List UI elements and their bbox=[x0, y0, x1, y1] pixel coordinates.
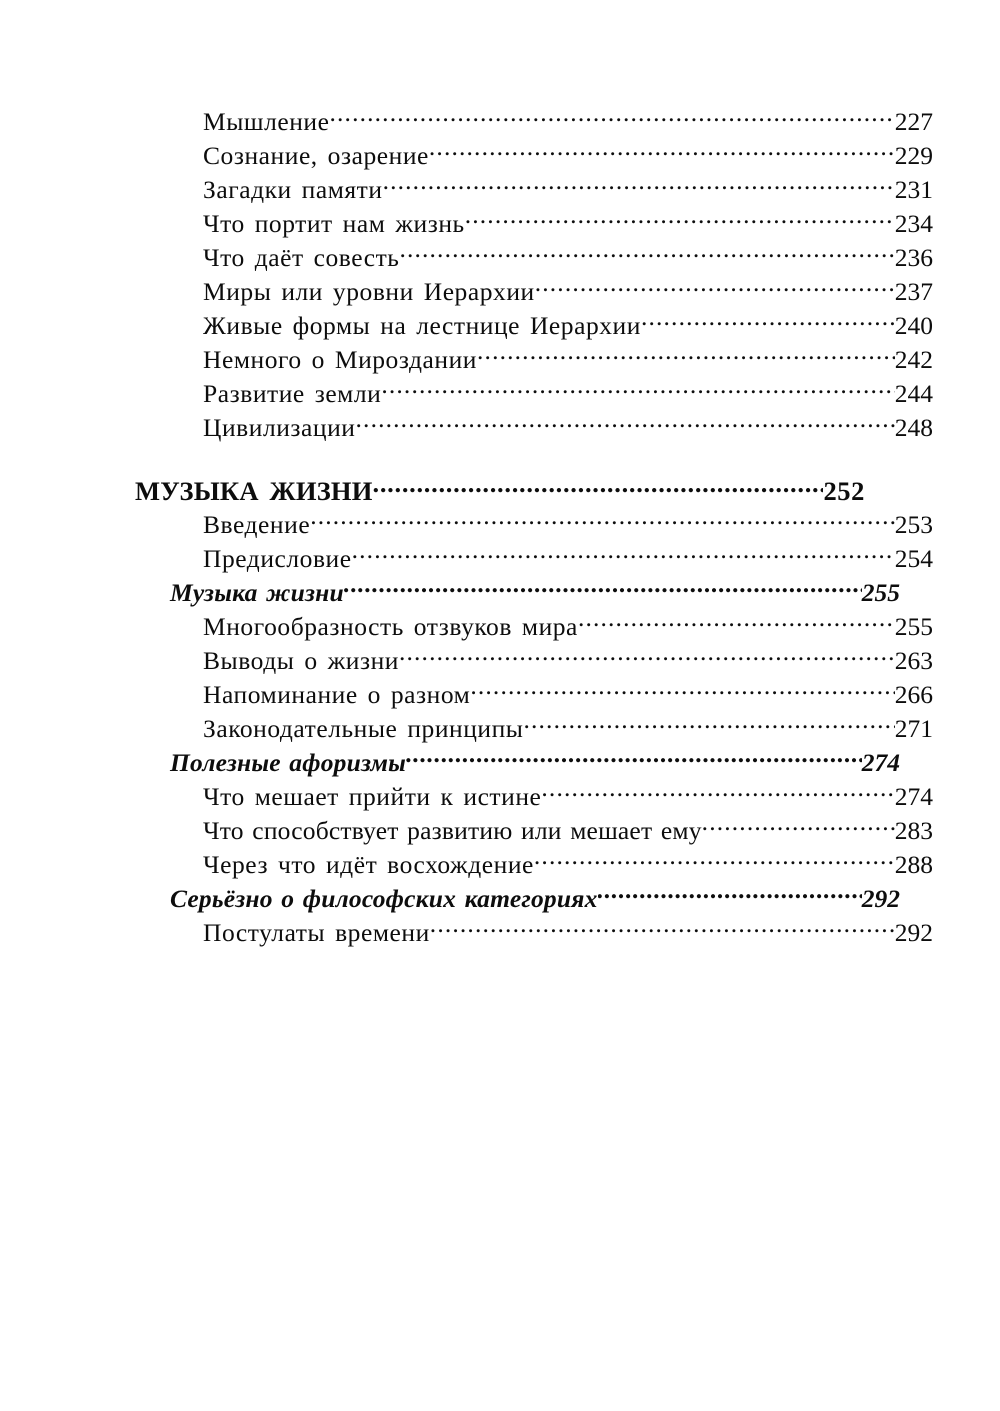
toc-dot-leader bbox=[641, 308, 895, 334]
toc-entry-title: Что портит нам жизнь bbox=[203, 208, 465, 238]
toc-dot-leader bbox=[330, 104, 895, 130]
toc-entry-page-number: 292 bbox=[894, 917, 933, 947]
toc-entry[interactable] bbox=[135, 711, 933, 745]
toc-entry-title: Мышление bbox=[203, 106, 330, 136]
toc-entry[interactable] bbox=[135, 813, 933, 847]
toc-entry-title: Через что идёт восхождение bbox=[203, 849, 534, 879]
toc-dot-leader bbox=[430, 915, 895, 941]
toc-entry-title: Что способствует развитию или мешает ему bbox=[203, 815, 702, 845]
toc-dot-leader bbox=[523, 711, 894, 737]
toc-entry-page-number: 252 bbox=[823, 475, 865, 506]
toc-entry[interactable] bbox=[135, 308, 933, 342]
toc-entry-page-number: 244 bbox=[894, 378, 933, 408]
toc-entry-title: Живые формы на лестнице Иерархии bbox=[203, 310, 641, 340]
toc-entry[interactable] bbox=[135, 643, 933, 677]
toc-dot-leader bbox=[373, 473, 824, 500]
toc-dot-leader bbox=[541, 779, 894, 805]
toc-dot-leader bbox=[356, 410, 895, 436]
toc-entry-title: Цивилизации bbox=[203, 412, 356, 442]
toc-dot-leader bbox=[383, 172, 895, 198]
toc-entry[interactable] bbox=[135, 274, 933, 308]
toc-entry-title: Законодательные принципы bbox=[203, 713, 524, 743]
toc-entry[interactable] bbox=[135, 881, 900, 915]
toc-entry[interactable] bbox=[135, 609, 933, 643]
toc-dot-leader bbox=[534, 847, 895, 873]
toc-entry[interactable] bbox=[135, 915, 933, 949]
toc-entry-page-number: 274 bbox=[861, 747, 900, 777]
toc-dot-leader bbox=[399, 240, 894, 266]
toc-dot-leader bbox=[535, 274, 895, 300]
toc-entry-list bbox=[135, 104, 933, 949]
toc-dot-leader bbox=[344, 575, 862, 601]
toc-entry-title: Что мешает прийти к истине bbox=[203, 781, 542, 811]
toc-entry[interactable] bbox=[135, 473, 865, 507]
toc-entry-title: Введение bbox=[203, 509, 311, 539]
toc-entry[interactable] bbox=[135, 541, 933, 575]
toc-dot-leader bbox=[429, 138, 895, 164]
toc-entry[interactable] bbox=[135, 240, 933, 274]
toc-entry-title: Напоминание о разном bbox=[203, 679, 471, 709]
toc-entry[interactable] bbox=[135, 376, 933, 410]
toc-entry[interactable] bbox=[135, 677, 933, 711]
toc-entry-page-number: 227 bbox=[894, 106, 933, 136]
toc-entry-page-number: 292 bbox=[861, 883, 900, 913]
toc-entry[interactable] bbox=[135, 206, 933, 240]
toc-entry-page-number: 237 bbox=[894, 276, 933, 306]
toc-entry-page-number: 255 bbox=[894, 611, 933, 641]
toc-entry-page-number: 236 bbox=[894, 242, 933, 272]
toc-dot-leader bbox=[310, 507, 895, 533]
toc-entry-title: Сознание, озарение bbox=[203, 140, 429, 170]
toc-entry-page-number: 254 bbox=[894, 543, 933, 573]
toc-entry[interactable] bbox=[135, 745, 900, 779]
toc-entry[interactable] bbox=[135, 104, 933, 138]
toc-entry-page-number: 234 bbox=[894, 208, 933, 238]
toc-dot-leader bbox=[465, 206, 895, 232]
toc-dot-leader bbox=[598, 881, 862, 907]
toc-entry-page-number: 266 bbox=[894, 679, 933, 709]
toc-dot-leader bbox=[352, 541, 895, 567]
toc-entry-page-number: 271 bbox=[894, 713, 933, 743]
toc-entry[interactable] bbox=[135, 410, 933, 444]
toc-entry-page-number: 283 bbox=[894, 815, 933, 845]
toc-entry[interactable] bbox=[135, 779, 933, 813]
toc-entry-title: Серьёзно о философских категориях bbox=[170, 883, 598, 913]
toc-entry-page-number: 263 bbox=[894, 645, 933, 675]
toc-entry-page-number: 242 bbox=[894, 344, 933, 374]
toc-dot-leader bbox=[578, 609, 895, 635]
toc-entry[interactable] bbox=[135, 507, 933, 541]
toc-entry-title: Миры или уровни Иерархии bbox=[203, 276, 535, 306]
toc-dot-leader bbox=[381, 376, 894, 402]
toc-entry-title: Загадки памяти bbox=[203, 174, 383, 204]
toc-entry-page-number: 253 bbox=[894, 509, 933, 539]
toc-entry[interactable] bbox=[135, 342, 933, 376]
toc-dot-leader bbox=[477, 342, 895, 368]
toc-entry-title: Постулаты времени bbox=[203, 917, 430, 947]
toc-dot-leader bbox=[470, 677, 894, 703]
toc-entry-title: Многообразность отзвуков мира bbox=[203, 611, 578, 641]
toc-dot-leader bbox=[399, 643, 895, 669]
toc-entry-page-number: 288 bbox=[894, 849, 933, 879]
toc-entry-page-number: 274 bbox=[894, 781, 933, 811]
toc-dot-leader bbox=[406, 745, 862, 771]
toc-entry-title: Развитие земли bbox=[203, 378, 382, 408]
toc-entry-title: Что даёт совесть bbox=[203, 242, 400, 272]
toc-entry-page-number: 255 bbox=[861, 577, 900, 607]
toc-entry-title: Выводы о жизни bbox=[203, 645, 399, 675]
toc-entry-page-number: 229 bbox=[894, 140, 933, 170]
toc-entry[interactable] bbox=[135, 172, 933, 206]
toc-entry[interactable] bbox=[135, 575, 900, 609]
toc-entry-title: Полезные афоризмы bbox=[170, 747, 407, 777]
toc-entry-title: Предисловие bbox=[203, 543, 352, 573]
toc-entry[interactable] bbox=[135, 138, 933, 172]
toc-entry-page-number: 240 bbox=[894, 310, 933, 340]
toc-entry-title: Музыка жизни bbox=[170, 577, 344, 607]
toc-entry-title: Немного о Мироздании bbox=[203, 344, 478, 374]
toc-entry-page-number: 231 bbox=[894, 174, 933, 204]
toc-entry[interactable] bbox=[135, 847, 933, 881]
toc-entry-page-number: 248 bbox=[894, 412, 933, 442]
toc-entry-title: МУЗЫКА ЖИЗНИ bbox=[135, 475, 373, 506]
toc-dot-leader bbox=[702, 813, 895, 839]
